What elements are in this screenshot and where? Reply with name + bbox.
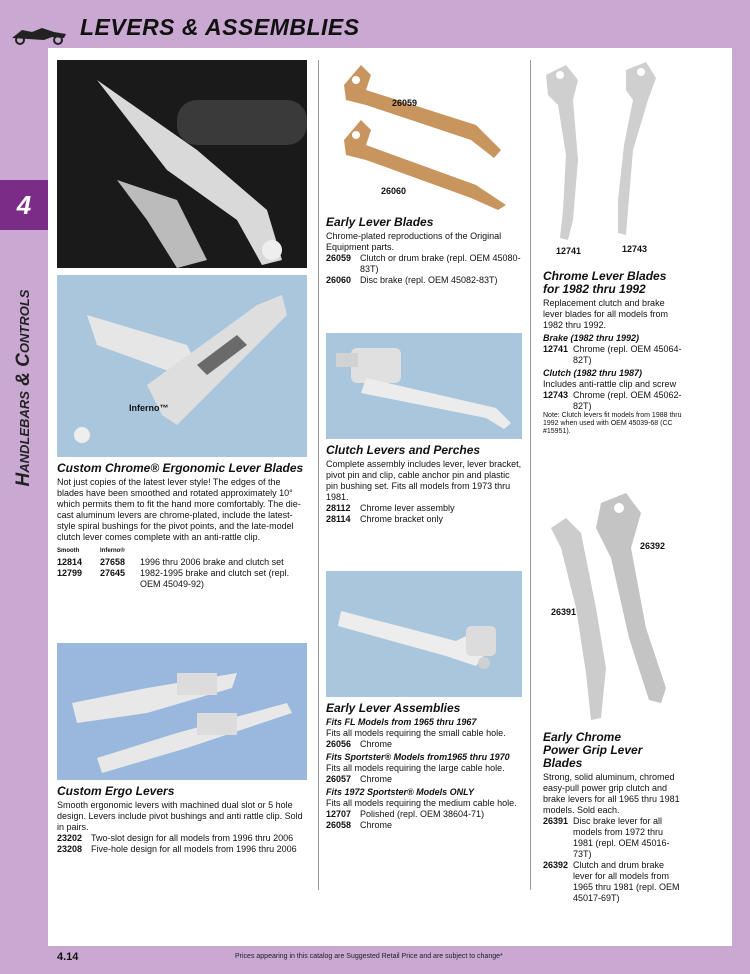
assemblies-sub-1972: Fits 1972 Sportster® Models ONLY xyxy=(326,787,474,797)
ergonomic-blades-block xyxy=(57,462,307,590)
list-item: 12743 Chrome (repl. OEM 45062-82T) xyxy=(543,390,682,411)
assemblies-title: Early Lever Assemblies xyxy=(326,701,461,715)
column-rule xyxy=(318,60,319,890)
clutch-perches-photo xyxy=(326,333,522,439)
early-lever-assemblies-photo xyxy=(326,571,522,697)
list-item: 26058 Chrome xyxy=(326,820,393,830)
list-item: 26057 Chrome xyxy=(326,774,393,784)
power-grip-blades-photo xyxy=(541,488,683,725)
photo-label-26392: 26392 xyxy=(640,541,666,551)
power-grip-title-1: Early Chrome xyxy=(543,730,622,744)
clutch-perches-block xyxy=(326,444,522,525)
chrome-82-brake-sub: Brake (1982 thru 1992) xyxy=(543,333,640,343)
custom-ergo-block xyxy=(57,785,307,855)
left-band xyxy=(0,0,48,974)
column-rule xyxy=(530,60,531,890)
perches-description: Complete assembly includes lever, lever bracket, pivot pin and clip, cable anchor pin and plastic pin bushing set. Fits all models from 1973 thru 1981. xyxy=(326,459,522,502)
power-grip-block xyxy=(543,731,683,904)
early-blades-title: Early Lever Blades xyxy=(326,215,434,229)
photo-label-26391: 26391 xyxy=(551,607,577,617)
list-item: 26392 Clutch and drum brake lever for all models from 1965 thru 1981 (repl. OEM 45017-69T) xyxy=(543,860,680,903)
assemblies-sub-fl: Fits FL Models from 1965 thru 1967 xyxy=(326,717,477,727)
chrome-1982-block xyxy=(543,270,683,436)
list-item: 12799 27645 1982-1995 brake and clutch set (repl. OEM 45049-92) xyxy=(57,568,290,589)
list-item: 26059 Clutch or drum brake (repl. OEM 45080-83T) xyxy=(326,253,521,274)
assemblies-sub-sportster: Fits Sportster® Models from1965 thru 1970 xyxy=(326,752,510,762)
list-item: 12814 27658 1996 thru 2006 brake and clutch set xyxy=(57,557,284,567)
list-item: 23208 Five-hole design for all models from 1996 thru 2006 xyxy=(57,844,297,854)
chrome-1982-blades-photo xyxy=(538,60,683,260)
chrome-82-note: Note: Clutch levers fit models from 1988 thru 1992 when used with OEM 45039-68 (CC #15951). xyxy=(543,412,682,435)
power-grip-description: Strong, solid aluminum, chromed easy-pull power grip clutch and brake levers for all 1965 thru 1981 models. Sold each. xyxy=(543,772,680,815)
ergo-title: Custom Ergo Levers xyxy=(57,784,175,798)
inferno-label: Inferno™ xyxy=(129,403,169,413)
footer-disclaimer: Prices appearing in this catalog are Suggested Retail Price and are subject to change* xyxy=(235,953,503,960)
right-band xyxy=(732,0,750,974)
photo-label-12741: 12741 xyxy=(556,246,582,256)
early-assemblies-block xyxy=(326,702,522,831)
early-blades-block xyxy=(326,216,522,286)
photo-label-26059: 26059 xyxy=(392,98,418,108)
list-item: 26060 Disc brake (repl. OEM 45082-83T) xyxy=(326,275,498,285)
power-grip-title-2: Power Grip Lever Blades xyxy=(543,743,643,770)
footer-band xyxy=(0,946,750,974)
list-item: 28114 Chrome bracket only xyxy=(326,514,444,524)
col-inferno-header: Inferno® xyxy=(100,548,125,554)
chrome-82-clutch-sub: Clutch (1982 thru 1987) xyxy=(543,368,643,378)
early-lever-blades-photo xyxy=(326,60,522,210)
page-number: 4.14 xyxy=(57,951,79,963)
ergo-description: Smooth ergonomic levers with machined dual slot or 5 hole design. Levers include pivot bushings and anti rattle clip. Sold in pairs. xyxy=(57,800,303,832)
assemblies-desc-fl: Fits all models requiring the small cable hole. xyxy=(326,728,506,738)
list-item: 23202 Two-slot design for all models from 1996 thru 2006 xyxy=(57,833,294,843)
list-item: 12741 Chrome (repl. OEM 45064-82T) xyxy=(543,344,682,365)
perches-title: Clutch Levers and Perches xyxy=(326,443,481,457)
ergonomic-handlebar-photo xyxy=(57,60,307,268)
chrome-82-title-2: for 1982 thru 1992 xyxy=(543,282,646,296)
photo-label-26060: 26060 xyxy=(381,186,407,196)
assemblies-desc-sportster: Fits all models requiring the large cable hole. xyxy=(326,763,505,773)
chrome-82-title-1: Chrome Lever Blades xyxy=(543,269,667,283)
motorcycle-logo-icon xyxy=(8,20,72,46)
chrome-82-description: Replacement clutch and brake lever blades for all models from 1982 thru 1992. xyxy=(543,298,669,330)
custom-ergo-levers-photo xyxy=(57,643,307,780)
photo-label-12743: 12743 xyxy=(622,244,648,254)
list-item: 28112 Chrome lever assembly xyxy=(326,503,455,513)
col-smooth-header: Smooth xyxy=(57,548,80,554)
chrome-82-clutch-description: Includes anti-rattle clip and screw xyxy=(543,379,677,389)
early-blades-description: Chrome-plated reproductions of the Original Equipment parts. xyxy=(326,231,502,252)
ergonomic-title: Custom Chrome® Ergonomic Lever Blades xyxy=(57,461,304,475)
section-title-vertical: Handlebars & Controls xyxy=(13,289,34,487)
list-item: 26056 Chrome xyxy=(326,739,393,749)
page-title: LEVERS & ASSEMBLIES xyxy=(80,14,360,40)
ergonomic-description: Not just copies of the latest lever style! The edges of the blades have been smoothed and rotated approximately 10° which permits them to fit the hand more comfortably. The die-cast aluminum levers are chrome-plated, include the latest-style spiral bushings for the pivot points, and the late-model clutch lever comes complete with an anti-rattle clip. xyxy=(57,477,301,542)
list-item: 12707 Polished (repl. OEM 38604-71) xyxy=(326,809,485,819)
inferno-lever-photo xyxy=(57,275,307,457)
chapter-tab: 4 xyxy=(0,180,48,230)
assemblies-desc-1972: Fits all models requiring the medium cable hole. xyxy=(326,798,517,808)
list-item: 26391 Disc brake lever for all models from 1972 thru 1981 (repl. OEM 45016-73T) xyxy=(543,816,670,859)
